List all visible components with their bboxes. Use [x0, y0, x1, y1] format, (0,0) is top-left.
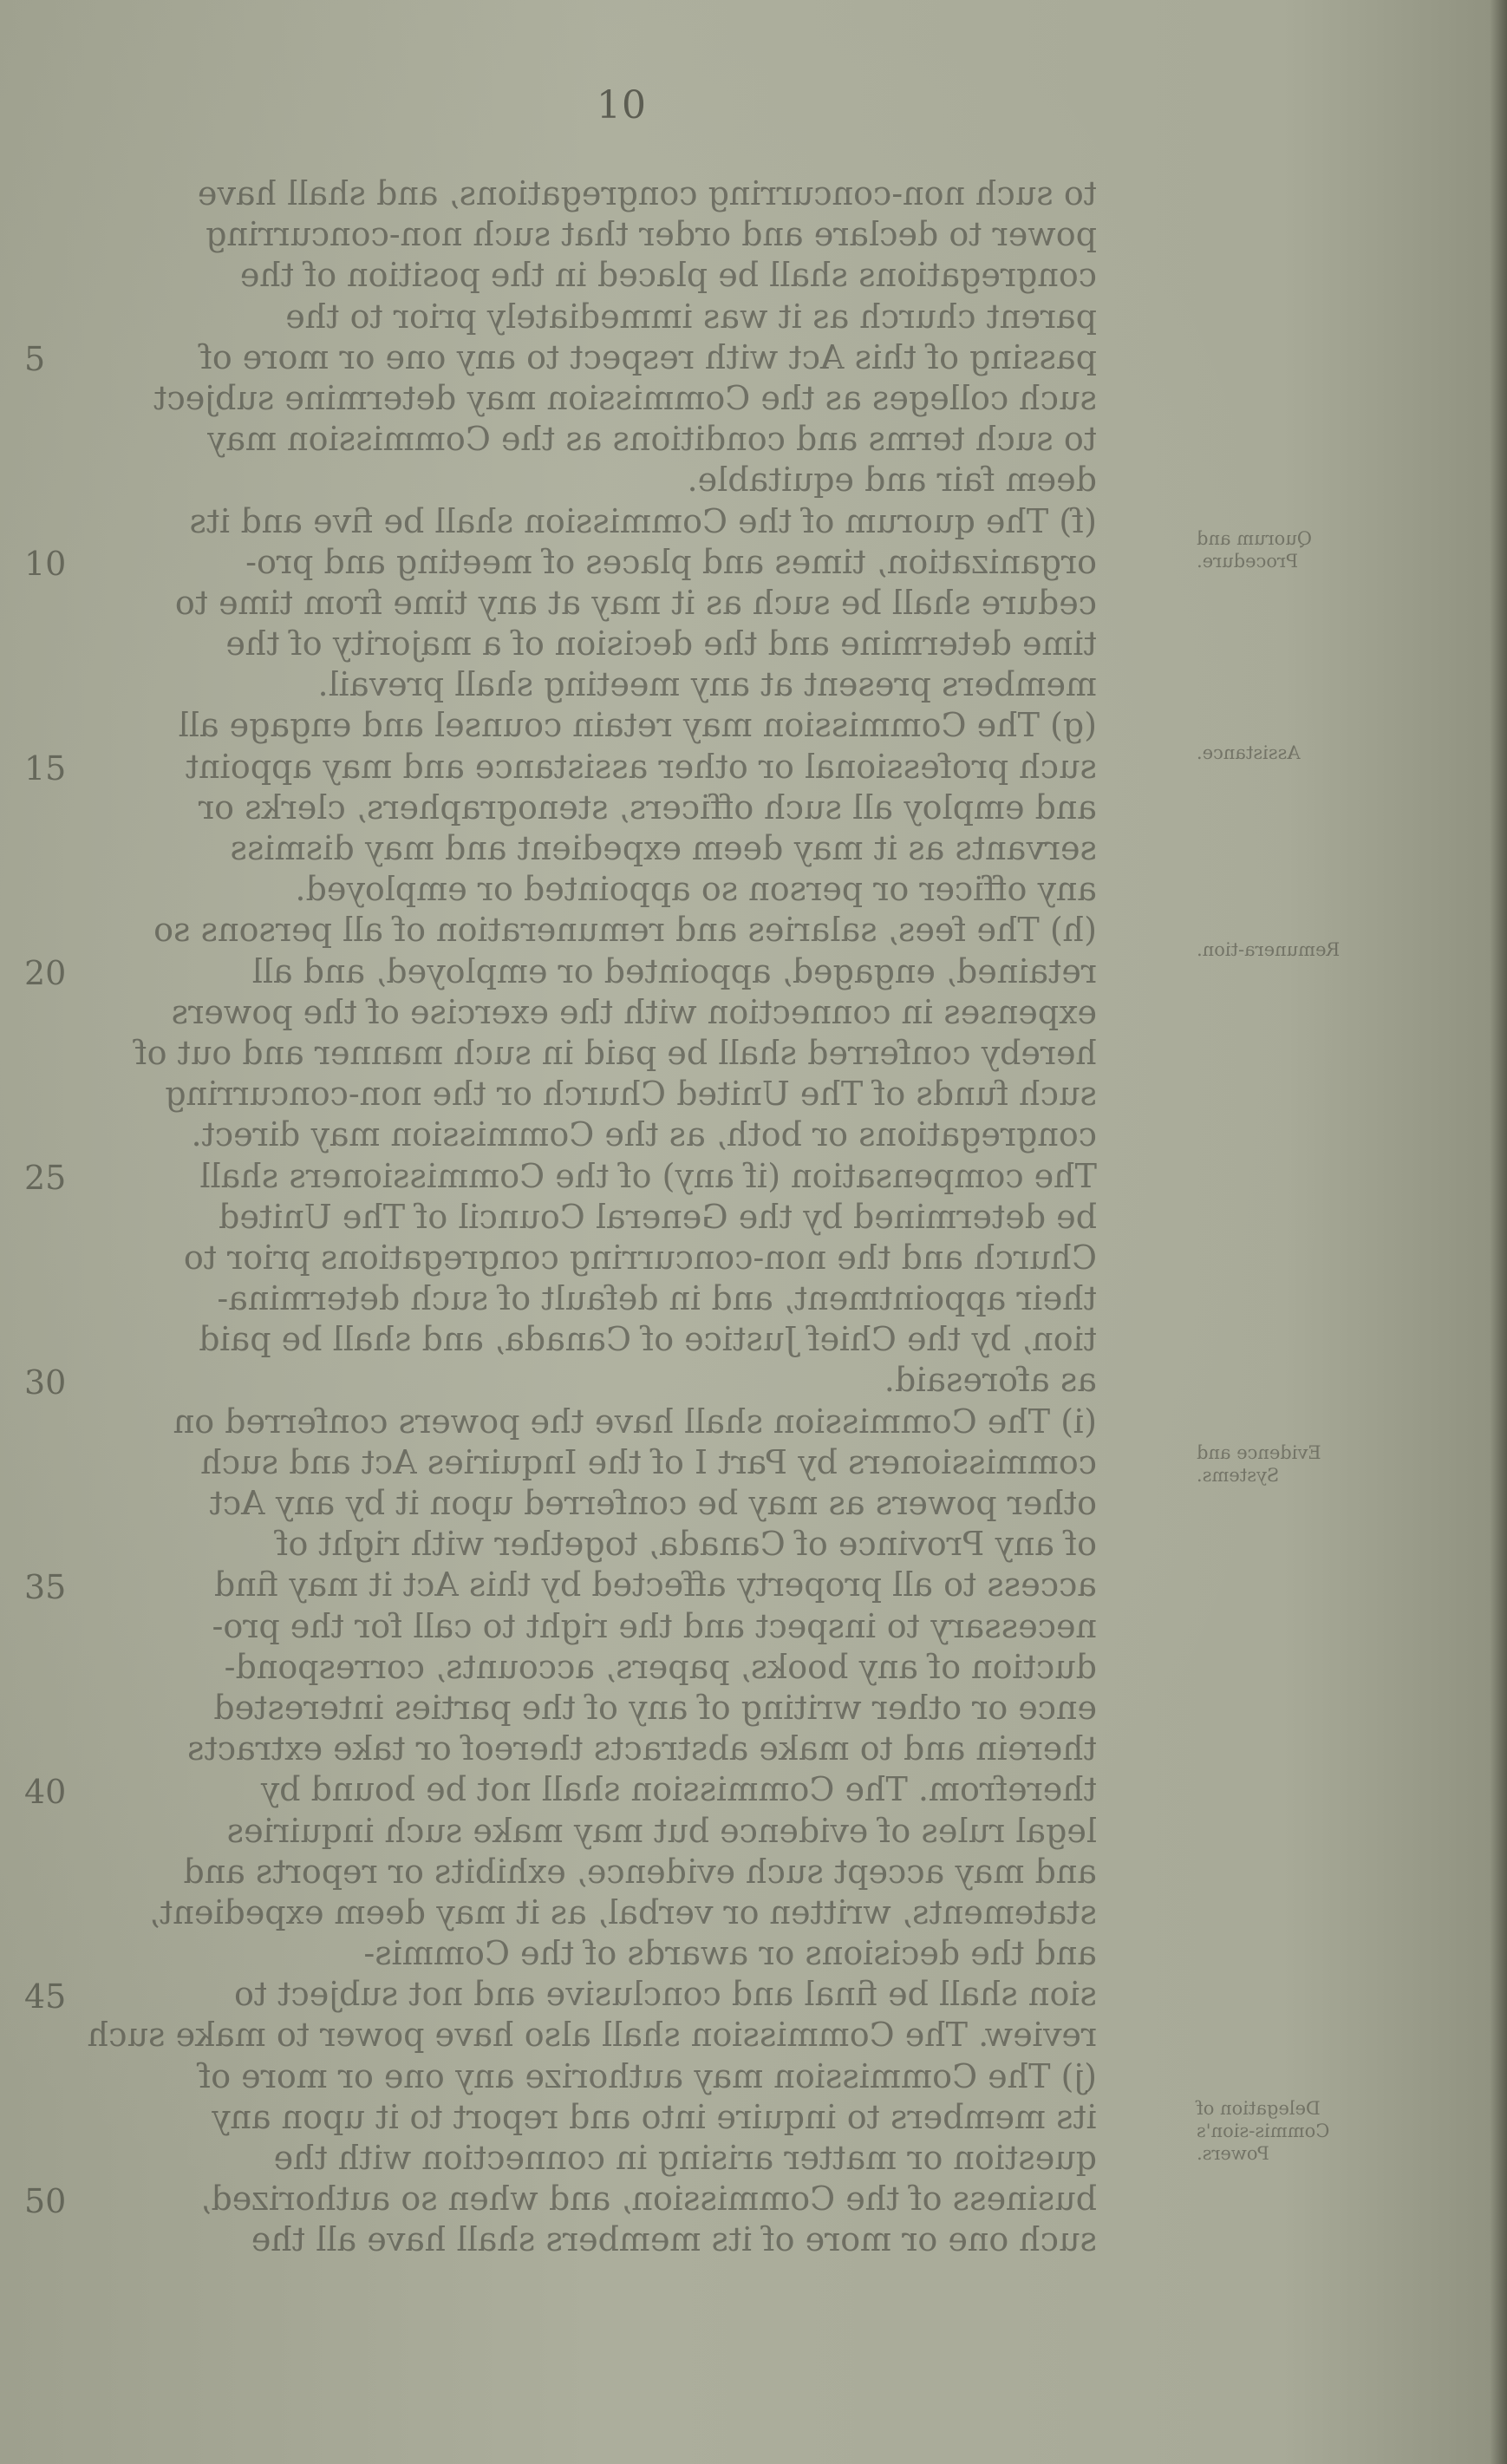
mirrored-body-text — [87, 173, 1097, 2261]
body-line: (h) The fees, salaries and remuneration of all persons so — [153, 911, 1097, 950]
body-line: tion, by the Chief Justice of Canada, and shall be paid — [199, 1320, 1097, 1359]
body-line: such funds of The United Church or the non-concurring — [165, 1075, 1097, 1114]
line-number-column — [24, 0, 76, 2464]
body-line: parent church as it was immediately prior to the — [285, 297, 1097, 336]
body-line: commissioners by Part I of the Inquiries Act and such — [200, 1442, 1097, 1481]
body-line: power to declare and order that such non-concurring — [206, 215, 1097, 254]
body-line: retained, engaged, appointed or employed, and all — [251, 951, 1097, 990]
body-line: statements, written or verbal, as it may deem expedient, — [149, 1892, 1097, 1931]
line-number: 10 — [24, 545, 67, 583]
body-line: other powers as may be conferred upon it by any Act — [209, 1484, 1097, 1522]
body-line: therein and to make abstracts thereof or take extracts — [187, 1729, 1097, 1768]
body-line: organization, times and places of meeting and pro- — [245, 542, 1097, 581]
page-edge-shadow — [1490, 0, 1507, 2464]
body-line: legal rules of evidence but may make such inquiries — [226, 1811, 1097, 1850]
line-number: 25 — [24, 1159, 67, 1197]
body-line: such colleges as the Commission may determine subject — [153, 378, 1097, 417]
body-line: passing of this Act with respect to any one or more of — [199, 337, 1097, 376]
line-number: 40 — [24, 1773, 67, 1811]
body-line: such one or more of its members shall have all the — [251, 2220, 1097, 2259]
body-line: sion shall be final and conclusive and not subject to — [233, 1975, 1097, 2014]
body-line: any officer or person so appointed or employed. — [295, 870, 1097, 909]
body-line: their appointment, and in default of such determina- — [217, 1279, 1097, 1318]
body-line: time determine and the decision of a majority of the — [225, 624, 1097, 663]
body-line: (g) The Commission may retain counsel and engage all — [178, 706, 1097, 745]
line-number: 30 — [24, 1363, 67, 1402]
body-line: as aforesaid. — [884, 1361, 1097, 1400]
body-line: hereby conferred shall be paid in such manner and out of — [134, 1033, 1097, 1072]
body-line: business of the Commission, and when so authorized, — [200, 2180, 1097, 2219]
body-line: be determined by the General Council of The United — [219, 1197, 1097, 1236]
body-line: duction of any books, papers, accounts, correspond- — [224, 1647, 1097, 1686]
body-line: (i) The Commission shall have the powers conferred on — [173, 1402, 1097, 1441]
body-line: such professional or other assistance and may appoint — [185, 747, 1097, 786]
body-line: (j) The Commission may authorize any one or more of — [199, 2056, 1097, 2095]
body-line: and employ all such officers, stenographers, clerks or — [198, 788, 1097, 827]
body-line: to such terms and conditions as the Commission may — [206, 420, 1097, 459]
body-line: review. The Commission shall also have power to make such — [87, 2016, 1097, 2055]
body-line: members present at any meeting shall prevail. — [317, 665, 1097, 704]
body-line: (f) The quorum of the Commission shall be five and its — [189, 501, 1097, 540]
body-line: expenses in connection with the exercise of the powers — [171, 992, 1097, 1031]
body-line: and the decisions or awards of the Commis- — [363, 1934, 1097, 1973]
body-line: of any Province of Canada, together with right of — [276, 1525, 1097, 1564]
body-line: servants as it may deem expedient and may dismiss — [230, 829, 1097, 867]
body-line: its members to inquire into and report to it upon any — [212, 2097, 1097, 2136]
body-line: The compensation (if any) of the Commissioners shall — [199, 1156, 1097, 1195]
line-number: 20 — [24, 954, 67, 992]
line-number: 50 — [24, 2182, 67, 2220]
body-line: ence or other writing of any of the parties interested — [213, 1688, 1097, 1727]
line-number: 15 — [24, 749, 67, 788]
line-number: 35 — [24, 1568, 67, 1606]
margin-note: Remunera-tion. — [1197, 939, 1341, 960]
body-line: and may accept such evidence, exhibits or reports and — [183, 1852, 1097, 1891]
body-line: to such non-concurring congregations, and shall have — [197, 174, 1097, 212]
body-line: congregations shall be placed in the position of the — [239, 256, 1097, 295]
line-number: 45 — [24, 1977, 67, 2016]
body-line: necessary to inspect and the right to call for the pro- — [212, 1606, 1097, 1645]
margin-notes — [1197, 0, 1387, 2464]
body-line: cedure shall be such as it may at any time from time to — [174, 583, 1097, 622]
body-line: access to all property affected by this Act it may find — [213, 1565, 1097, 1605]
body-line: Church and the non-concurring congregations prior to — [183, 1238, 1097, 1277]
margin-note: Quorum and Procedure. — [1197, 528, 1313, 572]
line-number: 5 — [24, 340, 46, 378]
body-line: deem fair and equitable. — [687, 461, 1097, 500]
body-line: question or matter arising in connection with the — [273, 2139, 1097, 2177]
margin-note: Assistance. — [1197, 742, 1301, 763]
page-number: 10 — [597, 83, 647, 127]
body-line: therefrom. The Commission shall not be bound by — [260, 1770, 1097, 1809]
margin-note: Delegation of Commis-sion's Powers. — [1197, 2098, 1330, 2164]
body-line: congregations or both, as the Commission may direct. — [191, 1115, 1097, 1154]
margin-note: Evidence and Systems. — [1197, 1442, 1321, 1486]
